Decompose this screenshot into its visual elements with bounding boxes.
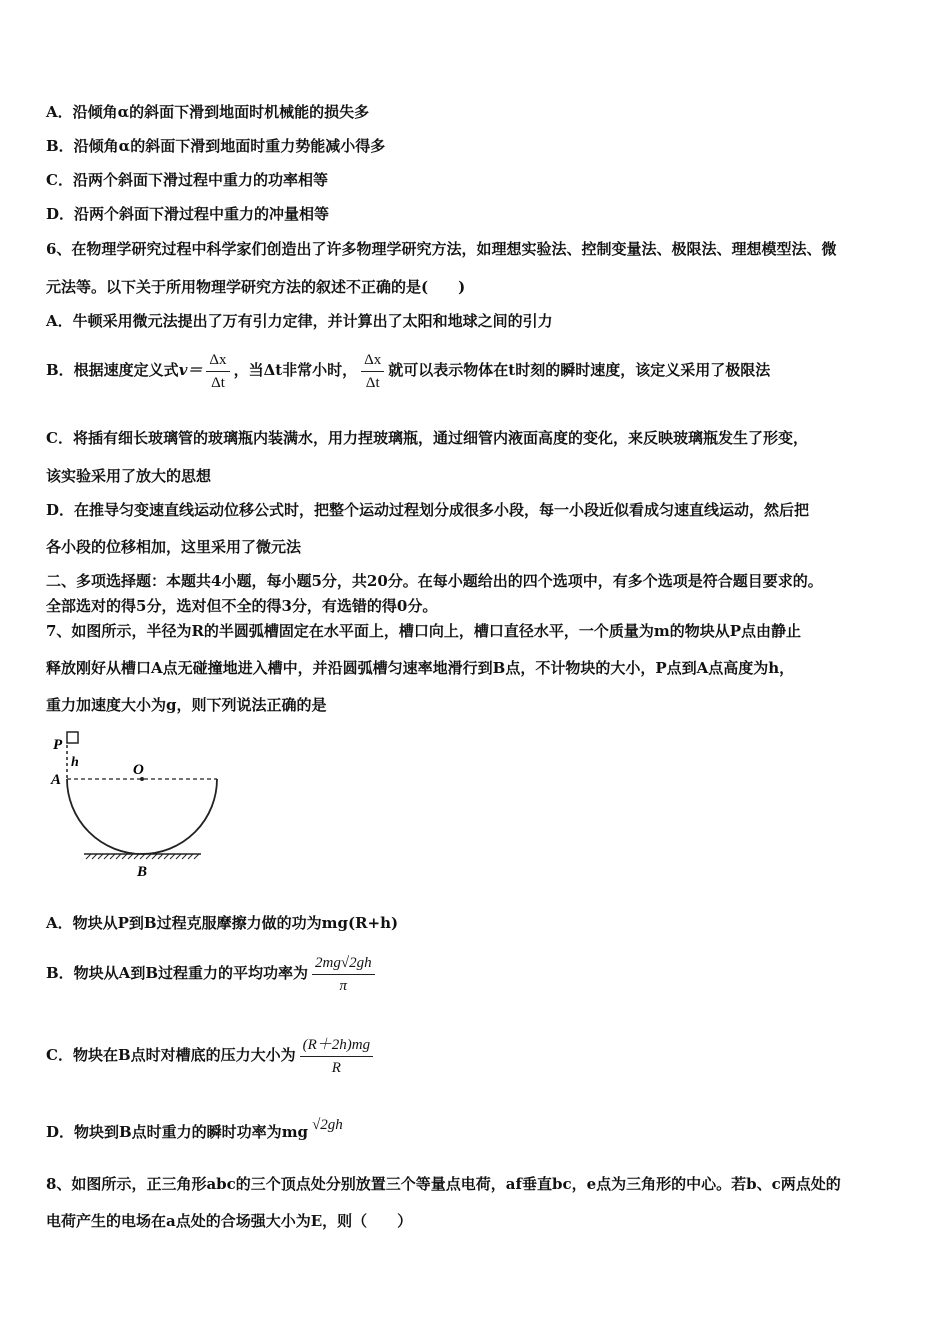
fraction-denominator: R — [331, 1059, 341, 1076]
q6-option-a: A．牛顿采用微元法提出了万有引力定律，并计算出了太阳和地球之间的引力 — [46, 312, 553, 330]
q7-option-d-text: D．物块到B点时重力的瞬时功率为mg — [46, 1123, 309, 1141]
q6-stem-line1: 6、在物理学研究过程中科学家们创造出了许多物理学研究方法，如理想实验法、控制变量法、极限法、理想模型法、微 — [46, 240, 837, 258]
instant-power-sqrt: √2gh — [312, 1117, 343, 1133]
q5-option-d: D．沿两个斜面下滑过程中重力的冲量相等 — [46, 205, 330, 223]
semicircle-arc — [67, 779, 217, 854]
fraction-denominator: Δt — [211, 374, 225, 391]
average-power-fraction — [312, 952, 375, 997]
q5-option-b: B．沿倾角α的斜面下滑到地面时重力势能减小得多 — [46, 137, 386, 155]
label-b: B — [137, 864, 148, 880]
fraction-denominator: π — [339, 977, 348, 994]
label-a: A — [51, 772, 62, 788]
q8-stem-line2: 电荷产生的电场在a点处的合场强大小为E，则（ ） — [46, 1212, 413, 1230]
q7-option-b-text: B．物块从A到B过程重力的平均功率为 — [46, 964, 308, 982]
q7-option-b — [46, 946, 379, 1000]
q7-option-c-text: C．物块在B点时对槽底的压力大小为 — [46, 1046, 296, 1064]
q7-stem-line3: 重力加速度大小为g，则下列说法正确的是 — [46, 696, 327, 714]
q6-option-c-line1: C．将插有细长玻璃管的玻璃瓶内装满水，用力捏玻璃瓶，通过细管内液面高度的变化，来反映玻璃瓶发生了形变， — [46, 429, 808, 447]
velocity-fraction-2 — [361, 349, 384, 394]
q7-stem-line1: 7、如图所示，半径为R的半圆弧槽固定在水平面上，槽口向上，槽口直径水平，一个质量为m的物块从P点由静止 — [46, 622, 802, 640]
q7-stem-line2: 释放刚好从槽口A点无碰撞地进入槽中，并沿圆弧槽匀速率地滑行到B点，不计物块的大小，P点到A点高度为h， — [46, 659, 795, 677]
q6-option-b-mid: ，当Δt非常小时， — [233, 361, 358, 379]
block-icon — [67, 732, 78, 743]
q7-option-a: A．物块从P到B过程克服摩擦力做的功为mg(R+h) — [46, 914, 399, 932]
q7-option-d — [46, 1117, 343, 1143]
q8-stem-line1: 8、如图所示，正三角形abc的三个顶点处分别放置三个等量点电荷，af垂直bc，e点为三角形的中心。若b、c两点处的 — [46, 1175, 841, 1193]
fraction-denominator: Δt — [365, 374, 380, 391]
q6-option-d-line1: D．在推导匀变速直线运动位移公式时，把整个运动过程划分成很多小段，每一小段近似看成匀速直线运动，然后把 — [46, 501, 810, 519]
label-o: O — [133, 762, 144, 778]
section2-line1: 二、多项选择题：本题共4小题，每小题5分，共20分。在每小题给出的四个选项中，有多个选项是符合题目要求的。 — [46, 572, 823, 590]
fraction-numerator: 2mg√2gh — [312, 952, 375, 975]
q6-option-c-line2: 该实验采用了放大的思想 — [46, 467, 212, 485]
q6-stem-line2: 元法等。以下关于所用物理学研究方法的叙述不正确的是( ) — [46, 278, 466, 296]
q7-option-c — [46, 1028, 377, 1082]
fraction-numerator: Δx — [361, 349, 384, 372]
q6-option-b — [46, 346, 770, 394]
pressure-fraction — [300, 1034, 374, 1079]
fraction-numerator: Δx — [206, 349, 229, 372]
q6-option-d-line2: 各小段的位移相加，这里采用了微元法 — [46, 538, 302, 556]
fraction-numerator: (R＋2h)mg — [300, 1034, 374, 1057]
q5-option-a: A．沿倾角α的斜面下滑到地面时机械能的损失多 — [46, 103, 370, 121]
label-p: P — [53, 737, 63, 753]
q6-option-b-v: v＝ — [178, 361, 203, 379]
q6-option-b-suffix: 就可以表示物体在t时刻的瞬时速度，该定义采用了极限法 — [388, 361, 771, 379]
section2-line2: 全部选对的得5分，选对但不全的得3分，有选错的得0分。 — [46, 597, 438, 615]
label-h: h — [71, 755, 79, 770]
velocity-fraction-1 — [206, 349, 229, 394]
q5-option-c: C．沿两个斜面下滑过程中重力的功率相等 — [46, 171, 328, 189]
q6-option-b-prefix: B．根据速度定义式 — [46, 361, 179, 379]
semicircle-groove-figure — [46, 726, 226, 882]
